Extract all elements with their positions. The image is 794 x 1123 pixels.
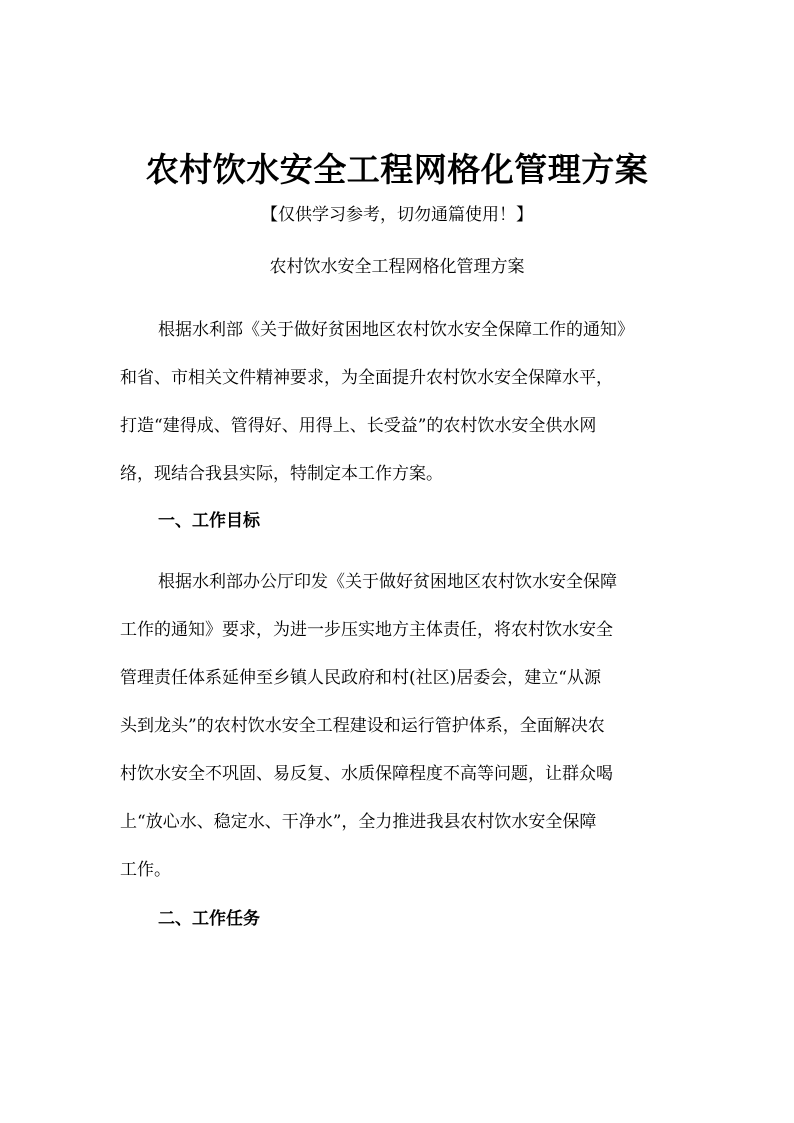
paragraph-line: 上“放心水、稳定水、干净水”，全力推进我县农村饮水安全保障: [120, 812, 597, 832]
usage-note: 【仅供学习参考，切勿通篇使用！】: [261, 205, 533, 225]
paragraph-line: 根据水利部办公厅印发《关于做好贫困地区农村饮水安全保障: [158, 572, 617, 592]
section-heading-goals: 一、工作目标: [158, 511, 260, 531]
paragraph-line: 头到龙头”的农村饮水安全工程建设和运行管护体系，全面解决农: [120, 716, 605, 736]
paragraph-line: 打造“建得成、管得好、用得上、长受益”的农村饮水安全供水网: [120, 416, 597, 436]
paragraph-line: 络，现结合我县实际，特制定本工作方案。: [120, 464, 443, 484]
intro-paragraph: [120, 306, 700, 498]
paragraph-line: 根据水利部《关于做好贫困地区农村饮水安全保障工作的通知》: [158, 320, 634, 340]
paragraph-line: 工作。: [120, 860, 171, 880]
document-subtitle: 农村饮水安全工程网格化管理方案: [269, 257, 525, 277]
paragraph-line: 和省、市相关文件精神要求，为全面提升农村饮水安全保障水平，: [120, 368, 613, 388]
section-heading-tasks: 二、工作任务: [158, 909, 260, 929]
paragraph-line: 管理责任体系延伸至乡镇人民政府和村(社区)居委会，建立“从源: [120, 668, 601, 688]
goals-paragraph: [120, 558, 700, 894]
document-title: 农村饮水安全工程网格化管理方案: [145, 150, 649, 189]
paragraph-line: 工作的通知》要求，为进一步压实地方主体责任，将农村饮水安全: [120, 620, 613, 640]
paragraph-line: 村饮水安全不巩固、易反复、水质保障程度不高等问题，让群众喝: [120, 764, 613, 784]
